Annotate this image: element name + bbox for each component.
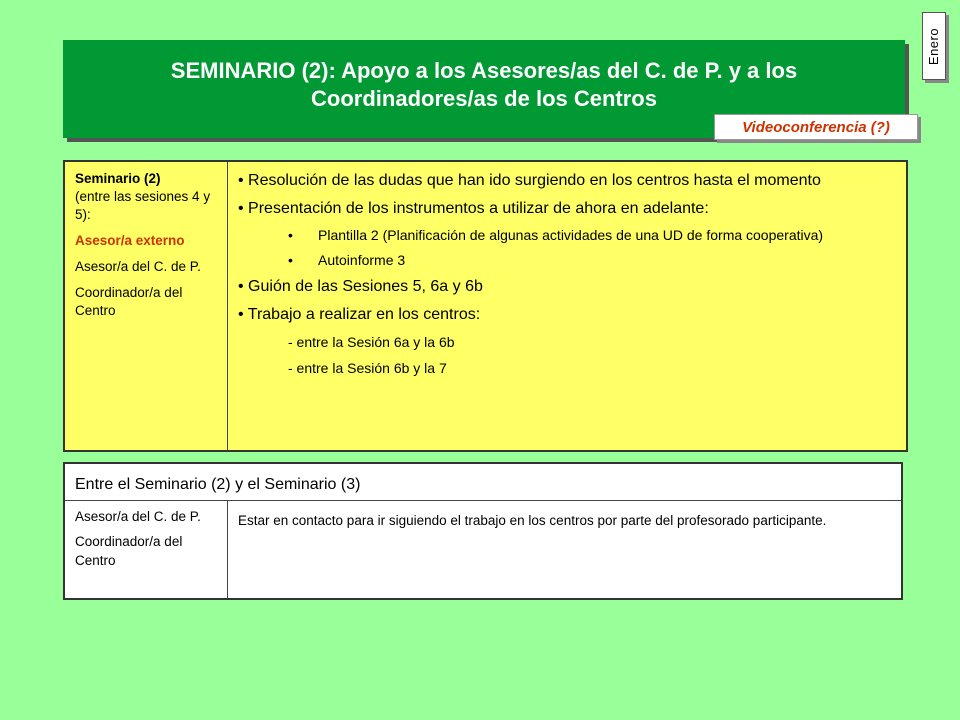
videoconference-tag [714,114,918,140]
seminar-table [63,160,908,452]
between-participants-cell [64,501,228,600]
month-tab [922,12,946,80]
instrument-template-2: • Plantilla 2 (Planificación de algunas actividades de una UD de forma cooperativa) [288,226,892,245]
coordinator-role-2: Coordinador/a del Centro [75,534,183,568]
seminar-heading: Seminario (2) [75,171,161,186]
bullet-instruments: • Presentación de los instrumentos a utilizar de ahora en adelante: [238,200,709,217]
between-seminars-header: Entre el Seminario (2) y el Seminario (3) [64,463,902,501]
between-description: Estar en contacto para ir siguiendo el trabajo en los centros por parte del profesorado participante. [228,501,903,600]
bullet-sessions-guide: • Guión de las Sesiones 5, 6a y 6b [238,278,483,295]
between-seminars-table [63,462,903,600]
seminar-participants-cell [64,161,228,451]
bullet-doubts: • Resolución de las dudas que han ido surgiendo en los centros hasta el momento [238,172,821,189]
month-label: Enero [926,27,942,65]
external-advisor: Asesor/a externo [75,233,185,248]
seminar-content-cell [228,161,908,451]
page-title: SEMINARIO (2): Apoyo a los Asesores/as del C. de P. y a los Coordinadores/as de los Centros [170,58,798,111]
instrument-self-report-3: • Autoinforme 3 [288,251,892,270]
instrument-list [238,226,892,270]
bullet-center-work: • Trabajo a realizar en los centros: [238,306,481,323]
work-item-6a-6b: - entre la Sesión 6a y la 6b [288,334,455,350]
videoconference-label: Videoconferencia (?) [742,118,890,136]
session-range: (entre las sesiones 4 y 5): [75,189,211,222]
coordinator-role: Coordinador/a del Centro [75,285,183,318]
advisor-role-2: Asesor/a del C. de P. [75,509,201,524]
advisor-role: Asesor/a del C. de P. [75,259,201,274]
work-item-6b-7: - entre la Sesión 6b y la 7 [288,360,447,376]
